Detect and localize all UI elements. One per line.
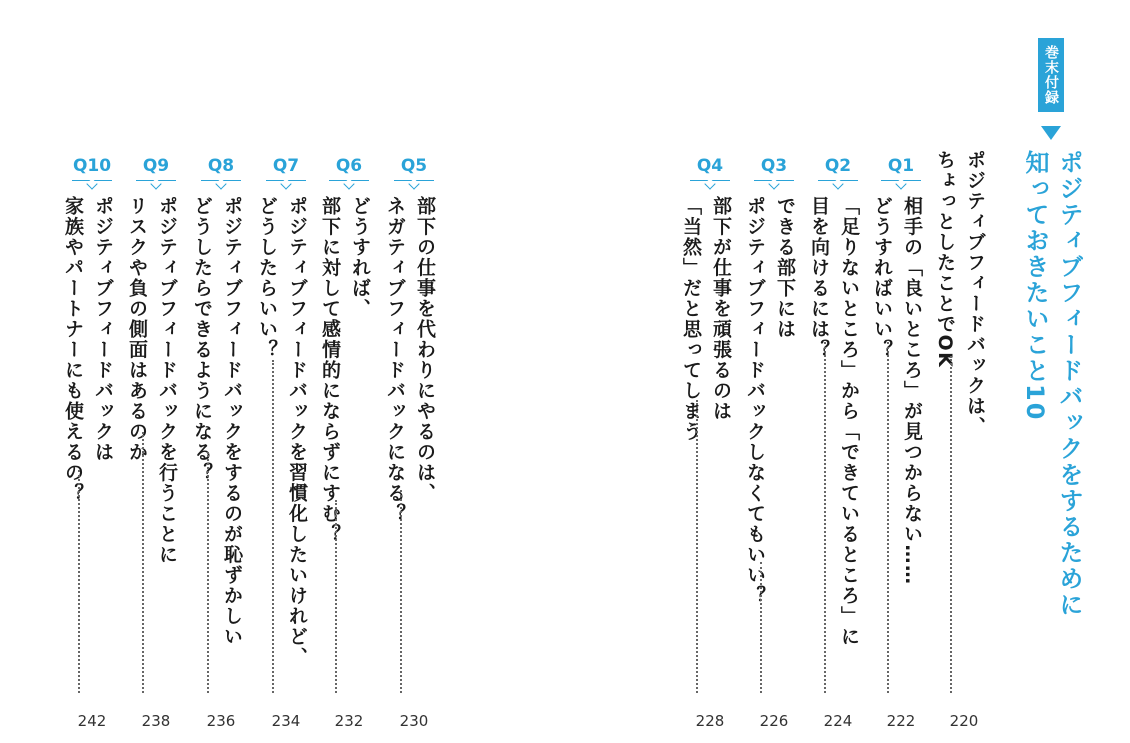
- toc-entry-q7[interactable]: [258, 0, 314, 743]
- question-label: Q6: [321, 156, 377, 176]
- leader-dots: [78, 470, 80, 693]
- page-number: 238: [141, 712, 171, 730]
- arrow-down-icon: [1041, 126, 1061, 140]
- entry-text: どうすれば、 部下に対して感情的にならずにすむ？: [319, 196, 371, 545]
- page-number: 226: [759, 712, 789, 730]
- leader-dots: [696, 400, 698, 693]
- question-label: Q8: [193, 156, 249, 176]
- toc-entry-q9[interactable]: [128, 0, 184, 743]
- question-label: Q5: [386, 156, 442, 176]
- leader-dots: [335, 500, 337, 693]
- leader-dots: [207, 452, 209, 693]
- entry-text: ポジティブフィードバックを行うことに リスクや負の側面はあるのか: [126, 196, 178, 565]
- page-number: 234: [271, 712, 301, 730]
- page-number: 228: [695, 712, 725, 730]
- page-number: 232: [334, 712, 364, 730]
- entry-text: ポジティブフィードバックを習慣化したいけれど、 どうしたらいい？: [256, 196, 308, 668]
- entry-text: ポジティブフィードバックをするのが恥ずかしい どうしたらできるようになる？: [191, 196, 243, 647]
- leader-dots: [272, 360, 274, 693]
- question-label: Q1: [873, 156, 929, 176]
- entry-text: 「足りないところ」から「できているところ」に 目を向けるには？: [808, 196, 860, 647]
- question-label: Q4: [682, 156, 738, 176]
- toc-entry-q1[interactable]: [873, 0, 929, 743]
- toc-entry-q10[interactable]: [64, 0, 120, 743]
- question-label: Q2: [810, 156, 866, 176]
- toc-entry-q5[interactable]: [386, 0, 442, 743]
- leader-dots: [760, 562, 762, 693]
- question-label: Q3: [746, 156, 802, 176]
- appendix-badge: 巻末付録: [1038, 38, 1064, 112]
- page-number: 222: [886, 712, 916, 730]
- leader-dots: [950, 356, 952, 693]
- leader-dots: [824, 342, 826, 693]
- page-number: 220: [949, 712, 979, 730]
- toc-entry-q3[interactable]: [746, 0, 802, 743]
- leader-dots: [887, 342, 889, 693]
- page-number: 236: [206, 712, 236, 730]
- page-number: 230: [399, 712, 429, 730]
- toc-entry-q2[interactable]: [810, 0, 866, 743]
- question-label: Q10: [64, 156, 120, 176]
- toc-entry-intro[interactable]: [936, 0, 992, 743]
- page-number: 224: [823, 712, 853, 730]
- question-label: Q9: [128, 156, 184, 176]
- entry-text: ポジティブフィードバックは、 ちょっとしたことでOK: [934, 150, 986, 437]
- leader-dots: [400, 490, 402, 693]
- entry-text: 部下の仕事を代わりにやるのは、 ネガティブフィードバックになる？: [384, 196, 436, 524]
- entry-text: 部下が仕事を頑張るのは 「当然」だと思ってしまう: [680, 196, 732, 442]
- entry-text: 相手の「良いところ」が見つからない…… どうすればいい？: [871, 196, 923, 586]
- toc-entry-q8[interactable]: [193, 0, 249, 743]
- page-title-line1: ポジティブフィードバックをするために: [1055, 150, 1083, 618]
- entry-text: できる部下には ポジティブフィードバックしなくてもいい？: [744, 196, 796, 606]
- leader-dots: [142, 432, 144, 693]
- page-number: 242: [77, 712, 107, 730]
- entry-text: ポジティブフィードバックは 家族やパートナーにも使えるの？: [62, 196, 114, 504]
- question-label: Q7: [258, 156, 314, 176]
- page-title-line2: 知っておきたいこと10: [1021, 150, 1049, 422]
- toc-entry-q4[interactable]: [682, 0, 738, 743]
- toc-entry-q6[interactable]: [321, 0, 377, 743]
